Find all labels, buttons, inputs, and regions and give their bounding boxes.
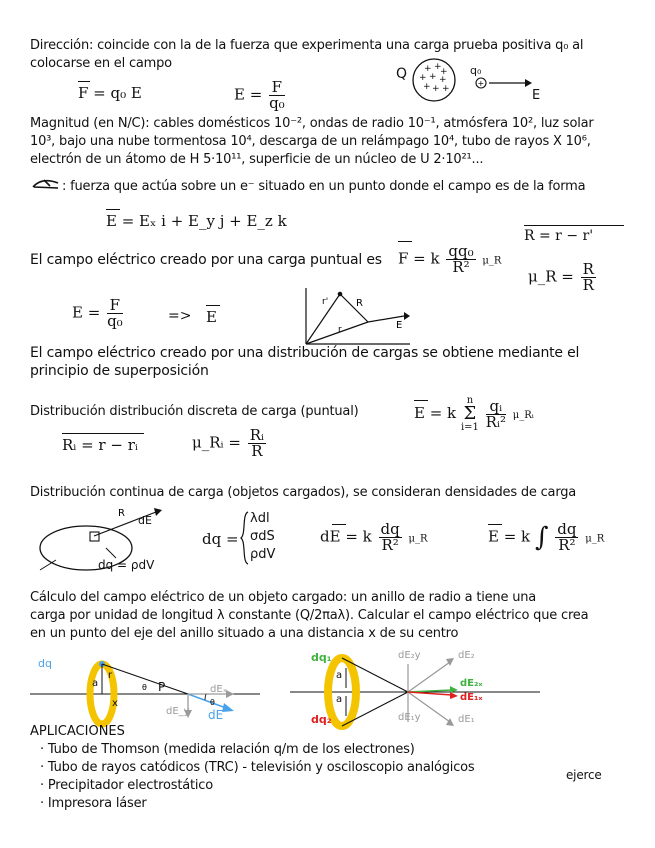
- sum-unit-vector: μ_Rᵢ: [512, 410, 534, 421]
- ring1-x-label: x: [112, 698, 118, 709]
- sum-den: Rᵢ²: [485, 412, 506, 431]
- ring2-a2-label: a: [336, 694, 343, 705]
- differential-field-equation: [320, 522, 428, 553]
- svg-text:r': r': [322, 297, 329, 307]
- int-num: dq: [557, 520, 577, 538]
- sum-e-arrow: [414, 400, 428, 401]
- mu-i-definition: [192, 428, 268, 459]
- implies-arrow: =>: [168, 308, 192, 324]
- ring2-de2x-label: dE₂ₓ: [460, 678, 483, 689]
- direccion-line-2: colocarse en el campo: [30, 56, 172, 71]
- e2-num: F: [107, 298, 123, 314]
- ring1-theta-label: θ: [142, 683, 147, 692]
- coulomb-unit-vector: μ_R: [482, 255, 502, 267]
- coulomb-num: qq₀: [448, 242, 474, 260]
- r-def-arrows: [524, 225, 624, 226]
- ring1-point-p: P: [158, 680, 166, 694]
- magnitud-line-1: Magnitud (en N/C): cables domésticos 10⁻², ondas de radio 10⁻¹, atmósfera 10², luz solar: [30, 116, 594, 131]
- dq-option-linear: λdl: [250, 511, 270, 526]
- dq-brace: [240, 510, 250, 566]
- ring2-de1x-label: dE₁ₓ: [460, 692, 483, 703]
- svg-text:R: R: [356, 298, 363, 309]
- mu-den: R: [582, 276, 594, 294]
- field-definition: [234, 80, 287, 111]
- sum-num: qᵢ: [486, 399, 506, 415]
- continuous-de-label: dE: [138, 514, 152, 527]
- ring2-de1y-label: dE₁y: [398, 712, 421, 723]
- force-equation: F = q₀ E: [78, 84, 142, 102]
- sum-lhs: E = k: [414, 404, 457, 422]
- ring2-a1-label: a: [336, 670, 343, 681]
- svg-text:+: +: [440, 67, 448, 77]
- aplicaciones-title: APLICACIONES: [30, 724, 125, 739]
- field-from-force: [72, 298, 125, 329]
- dq-option-surface: σdS: [250, 529, 275, 544]
- distribucion-line-2: principio de superposición: [30, 363, 209, 379]
- ring2-dq1-label: dq₁: [311, 651, 332, 664]
- ring1-a-label: a: [92, 678, 99, 689]
- coulomb-den: R²: [452, 258, 470, 276]
- magnitud-line-2: 10³, bajo una nube tormentosa 10⁴, descarga de un relámpago 10⁴, tubo de rayos X 10⁶,: [30, 134, 591, 149]
- field-definition-den: q₀: [269, 94, 285, 112]
- aplicacion-item: · Tubo de rayos catódicos (TRC) - televisión y osciloscopio analógicos: [40, 760, 475, 775]
- ri-definition: Rᵢ = r − rᵢ: [62, 436, 138, 454]
- e2-result-arrow: [206, 305, 220, 306]
- aplicacion-item: · Tubo de Thomson (medida relación q/m de los electrones): [40, 742, 415, 757]
- e2-result: E: [206, 308, 217, 326]
- dq-options: [250, 510, 275, 564]
- ring2-de1-label: dE₁: [458, 714, 475, 725]
- dq-option-volume: ρdV: [250, 547, 276, 562]
- svg-text:+: +: [439, 75, 447, 85]
- ring2-dq2-label: dq₂: [311, 713, 332, 726]
- ring-diagram-single: [30, 648, 270, 728]
- charge-sphere-diagram: [412, 58, 472, 118]
- dq-lhs: dq =: [202, 530, 239, 548]
- unit-vector-definition: [528, 262, 598, 293]
- signature: ejerce: [566, 768, 602, 782]
- de-den: R²: [381, 536, 399, 554]
- svg-text:+: +: [423, 82, 431, 92]
- magnitud-line-3: electrón de un átomo de H 5·10¹¹, superficie de un núcleo de U 2·10²¹...: [30, 152, 484, 167]
- ring1-dey-label: dE_y: [166, 706, 190, 717]
- discrete-sum-equation: E = k n Σ i=1 $\frac{\text{qᵢ}}{\text{Rᵢ²}}$ μ_Rᵢ: [414, 395, 534, 433]
- svg-text:+: +: [432, 84, 440, 94]
- svg-text:+: +: [429, 72, 437, 82]
- test-charge-label: q₀: [470, 64, 482, 77]
- svg-text:+: +: [477, 79, 485, 88]
- discreta-line: Distribución distribución discreta de carga (puntual): [30, 404, 359, 419]
- test-charge-field-label: E: [532, 88, 541, 103]
- calculo-line-2: carga por unidad de longitud λ constante (Q/2πaλ). Calcular el campo eléctrico que crea: [30, 608, 589, 623]
- coulomb-lhs: F = k: [398, 249, 440, 268]
- de-unit-vector: μ_R: [408, 533, 428, 545]
- svg-text:+: +: [434, 62, 442, 72]
- r-vector-definition: R = r − r': [524, 228, 594, 244]
- ring1-dex-label: dEₓ: [210, 684, 228, 695]
- int-lhs: E = k: [488, 527, 531, 546]
- f-vector-arrow: [78, 81, 90, 82]
- direccion-line-1: Dirección: coincide con la de la fuerza que experimenta una carga prueba positiva q₀ al: [30, 38, 584, 53]
- mu-i-num: Rᵢ: [249, 426, 264, 444]
- svg-text:+: +: [419, 73, 427, 83]
- svg-text:+: +: [442, 84, 450, 94]
- integral-field-equation: E = k ∫ $\frac{dq}{\text{R²}}$ μ_R: [488, 520, 605, 554]
- e-comp-vector-arrow: [106, 209, 120, 210]
- continuous-r-label: R: [118, 508, 125, 519]
- ring2-de2-label: dE₂: [458, 650, 475, 661]
- campo-puntual-line: El campo eléctrico creado por una carga puntual es: [30, 252, 382, 268]
- de-lhs: dE = k: [320, 527, 372, 546]
- field-components-equation: E = Eₓ i + E_y j + E_z k: [106, 212, 287, 230]
- svg-text:E: E: [396, 320, 403, 331]
- svg-text:r: r: [338, 325, 342, 335]
- e-symbol-scribble: [30, 177, 64, 193]
- coulomb-equation: [398, 244, 501, 275]
- charge-q-label: Q: [396, 66, 408, 82]
- de-arrow: [332, 524, 346, 525]
- int-unit-vector: μ_R: [585, 533, 605, 545]
- calculo-line-3: en un punto del eje del anillo situado a una distancia x de su centro: [30, 626, 459, 641]
- continua-line: Distribución continua de carga (objetos cargados), se consideran densidades de carga: [30, 485, 577, 500]
- mu-num: R: [582, 260, 594, 278]
- sum-lower-limit: i=1: [460, 422, 479, 433]
- dq-rho-label: dq = ρdV: [98, 558, 155, 572]
- calculo-line-1: Cálculo del campo eléctrico de un objeto cargado: un anillo de radio a tiene una: [30, 590, 537, 605]
- mu-i-lhs: μ_Rᵢ =: [192, 433, 241, 452]
- ri-def-arrows: [62, 433, 144, 434]
- field-definition-lhs: E =: [234, 85, 263, 104]
- ring1-theta2-label: θ: [210, 698, 215, 707]
- ring1-r-label: r: [108, 670, 113, 681]
- int-den: R²: [558, 536, 576, 554]
- field-definition-num: F: [269, 80, 285, 96]
- aplicacion-item: · Precipitador electrostático: [40, 778, 214, 793]
- int-e-arrow: [488, 524, 502, 525]
- fuerza-electron-line: : fuerza que actúa sobre un e⁻ situado en un punto donde el campo es de la forma: [62, 179, 586, 194]
- aplicacion-item: · Impresora láser: [40, 796, 147, 811]
- e2-den: q₀: [107, 312, 123, 330]
- svg-text:+: +: [424, 64, 432, 74]
- distribucion-line-1: El campo eléctrico creado por una distribución de cargas se obtiene mediante el: [30, 345, 580, 361]
- ring1-dq-label: dq: [38, 657, 52, 670]
- sum-upper-limit: n: [466, 395, 474, 406]
- de-num: dq: [380, 520, 400, 538]
- ring1-de-label: dE: [208, 708, 224, 722]
- coulomb-f-arrow: [398, 241, 412, 242]
- ring2-de2y-label: dE₂y: [398, 650, 421, 661]
- position-vector-diagram: [298, 282, 428, 352]
- mu-lhs: μ_R =: [528, 267, 574, 286]
- e2-lhs: E =: [72, 303, 101, 322]
- mu-i-den: R: [251, 442, 263, 460]
